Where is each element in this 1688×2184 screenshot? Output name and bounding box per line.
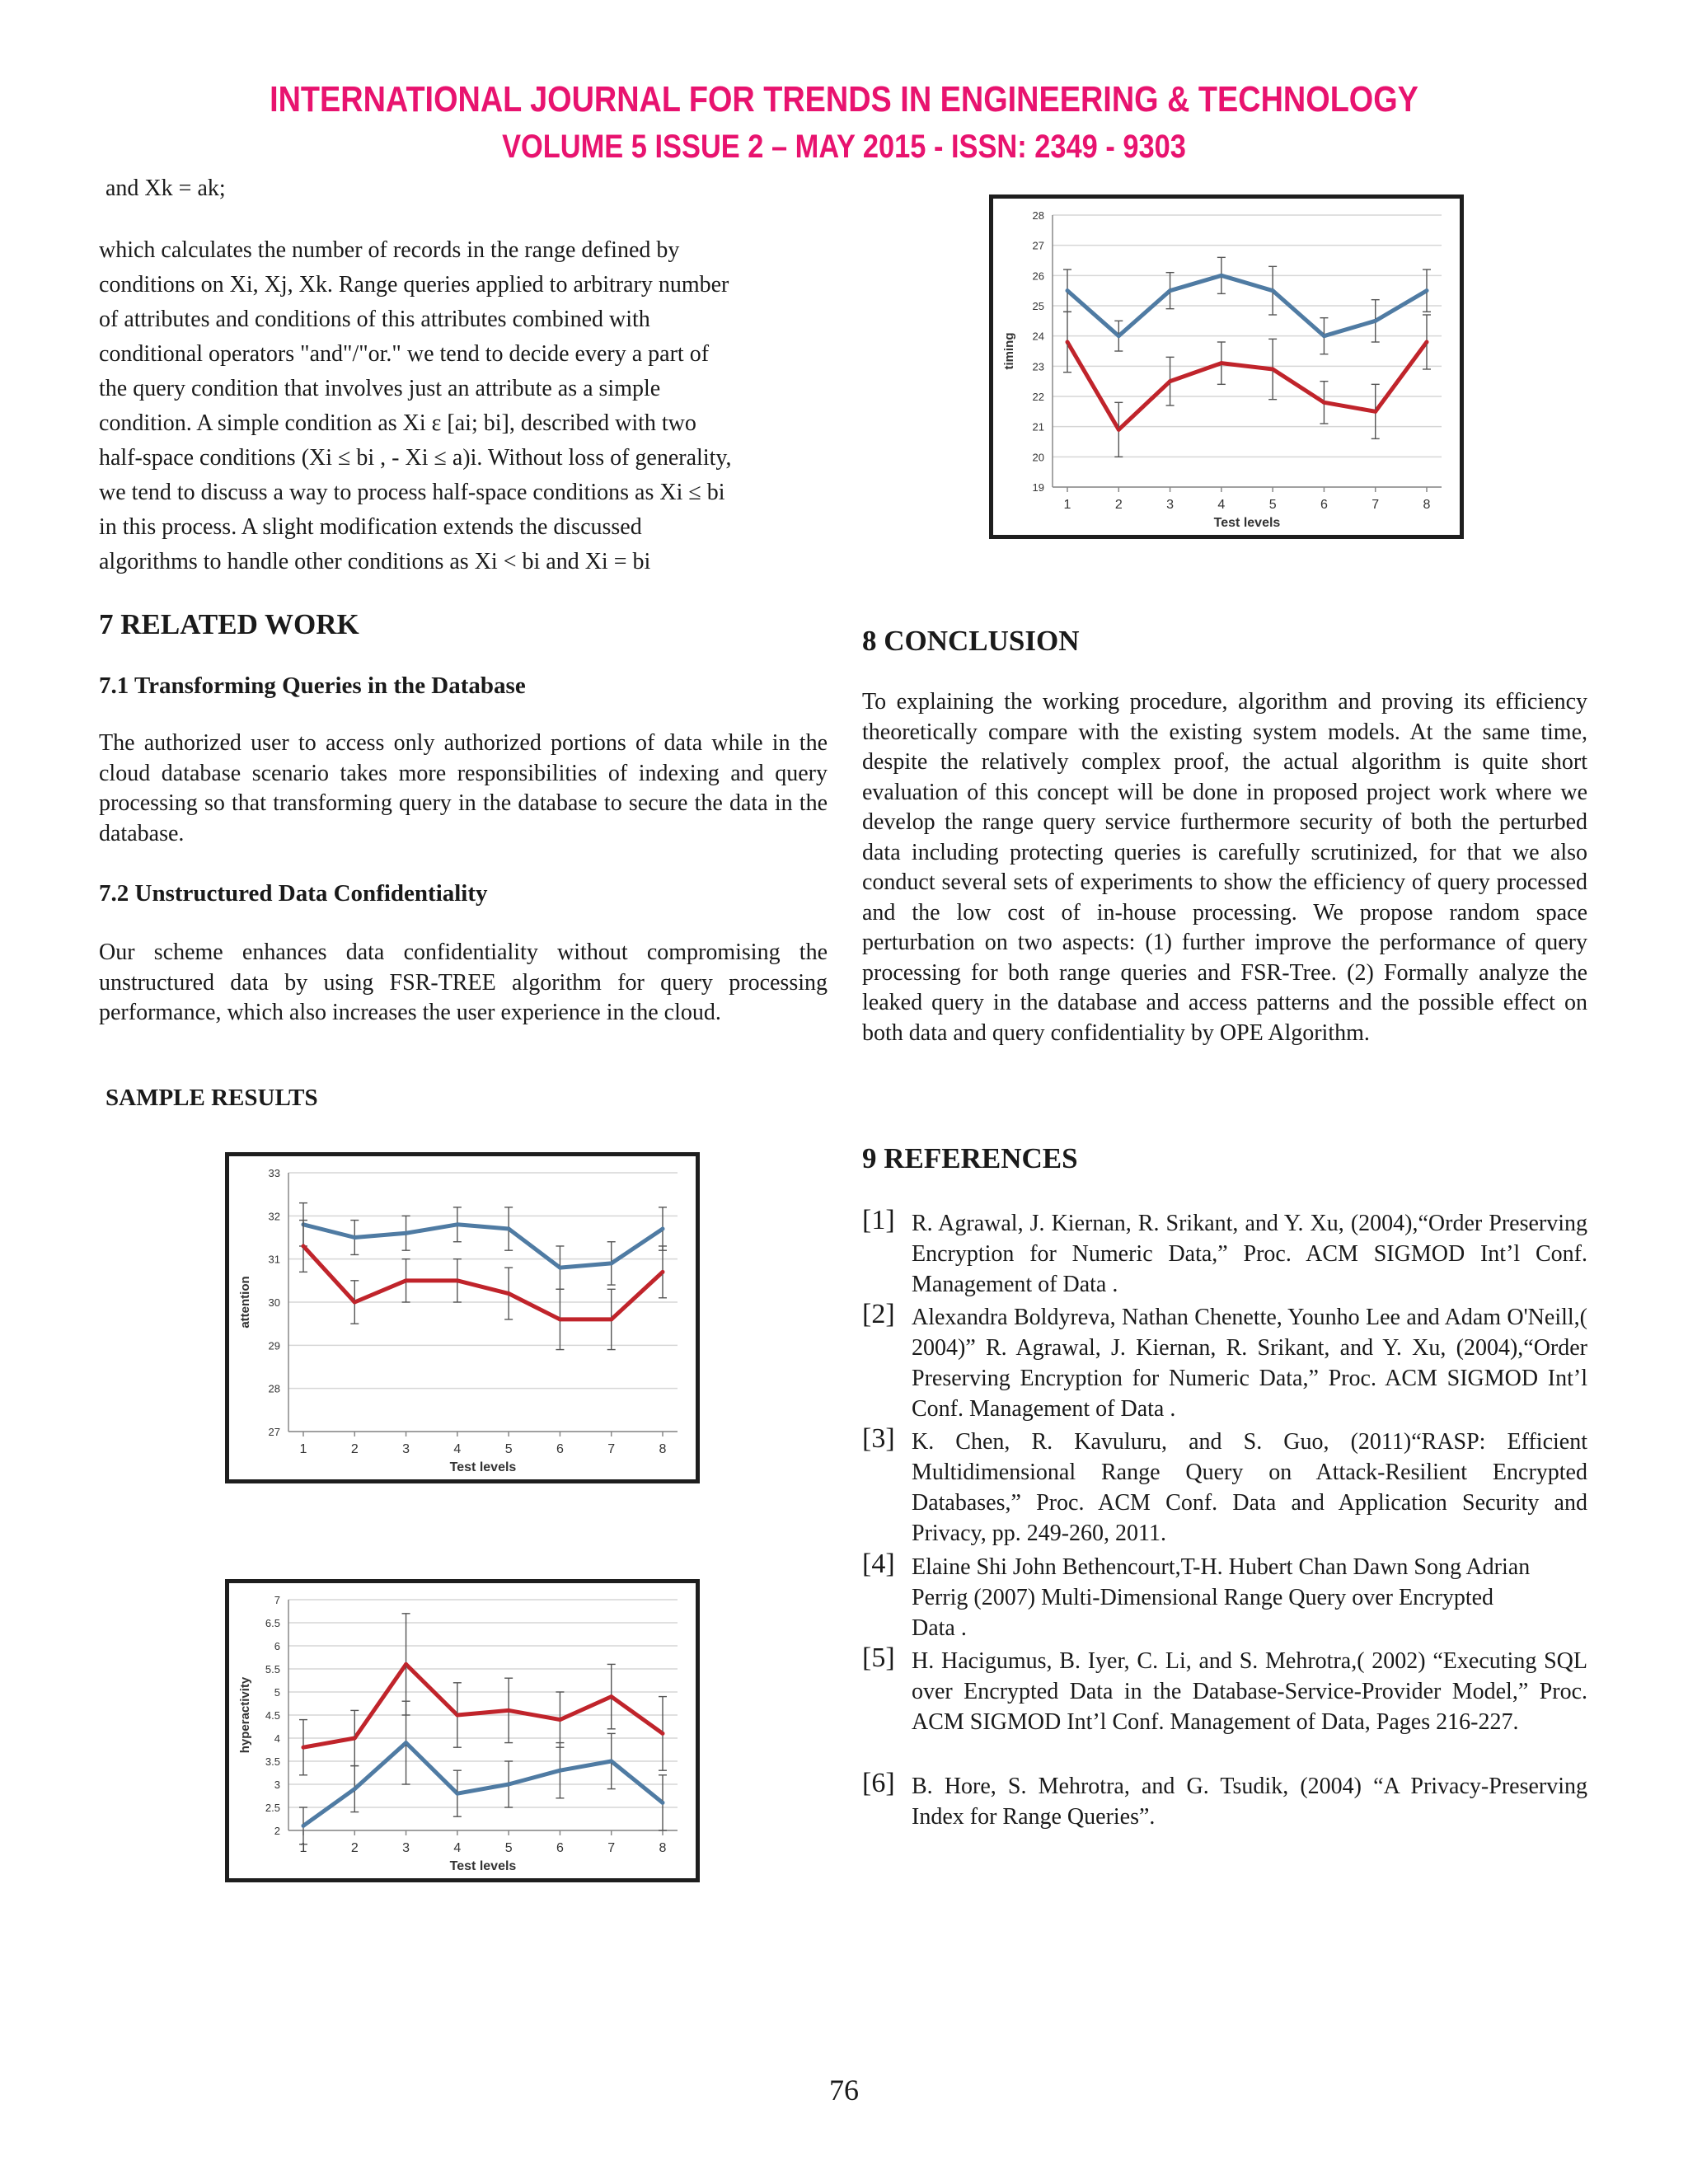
data-point [661,1227,665,1231]
y-tick-label: 2.5 [265,1802,280,1814]
x-tick-label: 4 [453,1841,462,1855]
data-point [558,1718,562,1722]
data-point [404,1231,408,1235]
data-point [661,1732,665,1736]
reference-text: B. Hore, S. Mehrotra, and G. Tsudik, (2004) “A Privacy-Preserving Index for Range Queries”. [912,1774,1587,1830]
data-point [404,1278,408,1282]
data-point [302,1746,306,1750]
y-tick-label: 7 [274,1594,280,1606]
data-point [353,1736,357,1741]
data-point [507,1291,511,1296]
data-point [558,1266,562,1270]
x-tick-label: 3 [402,1442,410,1456]
x-axis-label: Test levels [449,1859,517,1873]
data-point [1322,334,1326,338]
y-tick-label: 5.5 [265,1663,280,1675]
reference-text: K. Chen, R. Kavuluru, and S. Guo, (2011)“RASP: Efficient Multidimensional Range Query on Attack-Resilient Encrypted Databases,” Proc. ACM Conf. Data and Application Security and Privacy, pp. 249-260, 2011. [912,1429,1587,1546]
timing-chart-frame [989,194,1464,539]
intro-line-4: conditional operators "and"/"or." we tend to decide every a part of [99,341,710,367]
reference-text: H. Hacigumus, B. Iyer, C. Li, and S. Mehrotra,( 2002) “Executing SQL over Encrypted Data in the Database-Service-Provider Model,” Proc. ACM SIGMOD Int’l Conf. Management of Data, Pages 216-227. [912,1648,1587,1735]
y-tick-label: 6 [274,1640,280,1652]
y-tick-label: 24 [1032,330,1044,343]
data-point [455,1792,459,1796]
data-point [1219,274,1223,278]
data-point [558,1317,562,1321]
data-point [353,1235,357,1240]
reference-number: [2] [862,1299,895,1329]
data-point [1322,401,1326,405]
data-point [1373,319,1377,323]
data-point [455,1713,459,1718]
y-tick-label: 5 [274,1686,280,1699]
x-tick-label: 6 [556,1841,564,1855]
y-tick-label: 3 [274,1779,280,1791]
reference-number: [6] [862,1768,895,1798]
data-point [1168,379,1172,383]
data-point [507,1783,511,1787]
x-tick-label: 1 [1063,498,1071,512]
section-7-1-text: The authorized user to access only authorized portions of data while in the cloud database scenario takes more responsibilities of indexing and query processing so that transforming query in the database to secure the data in the database. [99,730,828,846]
data-point [1168,288,1172,293]
y-axis-label: hyperactivity [238,1676,252,1754]
x-tick-label: 7 [607,1442,616,1456]
intro-line-3: of attributes and conditions of this attributes combined with [99,307,650,332]
data-point [661,1801,665,1805]
reference-item [862,1205,1587,1300]
section-8-title: 8 CONCLUSION [862,625,1080,657]
data-point [1425,340,1429,344]
reference-text: Elaine Shi John Bethencourt,T-H. Hubert Chan Dawn Song Adrian Perrig (2007) Multi-Dimensional Range Query over Encrypted Data . [912,1554,1531,1641]
y-tick-label: 28 [1032,209,1044,222]
intro-line-1: which calculates the number of records in the range defined by [99,237,680,263]
data-point [507,1708,511,1713]
series-line-red [303,1664,663,1747]
data-point [661,1270,665,1274]
data-point [455,1278,459,1282]
reference-item [862,1768,1587,1832]
attention-chart-frame [225,1152,700,1483]
data-point [1117,334,1121,338]
intro-line-6: condition. A simple condition as Xi ε [ai; bi], described with two [99,410,696,436]
data-point [1066,288,1070,293]
y-axis-label: attention [238,1276,252,1329]
y-tick-label: 2 [274,1825,280,1837]
timing-chart [993,199,1460,535]
reference-item [862,1643,1587,1737]
y-tick-label: 6.5 [265,1617,280,1629]
series-line-blue [303,1225,663,1268]
data-point [1117,428,1121,432]
y-tick-label: 31 [268,1253,280,1266]
x-tick-label: 2 [1114,498,1123,512]
series-line-red [303,1246,663,1319]
intro-line-10: algorithms to handle other conditions as Xi < bi and Xi = bi [99,549,651,574]
intro-line-2: conditions on Xi, Xj, Xk. Range queries applied to arbitrary number [99,272,729,298]
y-tick-label: 30 [268,1296,280,1309]
y-tick-label: 32 [268,1210,280,1223]
x-tick-label: 3 [402,1841,410,1855]
hyperactivity-chart-frame [225,1579,700,1882]
y-tick-label: 33 [268,1167,280,1179]
data-point [302,1824,306,1828]
intro-line-9: in this process. A slight modification extends the discussed [99,514,642,540]
x-tick-label: 1 [299,1841,307,1855]
x-tick-label: 1 [299,1442,307,1456]
y-tick-label: 19 [1032,481,1044,494]
y-tick-label: 4 [274,1732,280,1745]
section-7-2-text: Our scheme enhances data confidentiality without compromising the unstructured data by using FSR-TREE algorithm for query processing performance, which also increases the user experience in the cloud. [99,940,828,1025]
x-tick-label: 5 [1268,498,1277,512]
data-point [1066,340,1070,344]
data-point [609,1317,613,1321]
x-tick-label: 7 [607,1841,616,1855]
section-7-title: 7 RELATED WORK [99,608,359,640]
x-tick-label: 6 [1320,498,1328,512]
intro-line-7: half-space conditions (Xi ≤ bi , - Xi ≤ a)i. Without loss of generality, [99,445,732,471]
y-tick-label: 27 [268,1426,280,1438]
y-axis-label: timing [1002,332,1016,370]
data-point [455,1222,459,1226]
x-tick-label: 7 [1372,498,1380,512]
y-tick-label: 3.5 [265,1755,280,1768]
x-tick-label: 8 [1423,498,1431,512]
data-point [609,1694,613,1699]
x-tick-label: 3 [1166,498,1175,512]
data-point [302,1244,306,1248]
data-point [1271,288,1275,293]
data-point [353,1787,357,1791]
y-tick-label: 26 [1032,269,1044,283]
reference-text: Alexandra Boldyreva, Nathan Chenette, Younho Lee and Adam O'Neill,( 2004)” R. Agrawal, J. Kiernan, R. Srikant, and Y. Xu, (2004),“Order Preserving Encryption for Numeric Data,” Proc. ACM SIGMOD Int’l Conf. Management of Data . [912,1305,1587,1422]
intro-line-5: the query condition that involves just an attribute as a simple [99,376,661,401]
intro-paragraph [99,233,824,579]
data-point [1373,410,1377,414]
data-point [1425,288,1429,293]
reference-text: R. Agrawal, J. Kiernan, R. Srikant, and Y. Xu, (2004),“Order Preserving Encryption for Numeric Data,” Proc. ACM SIGMOD Int’l Conf. Management of Data . [912,1211,1587,1297]
y-tick-label: 28 [268,1382,280,1395]
reference-number: [1] [862,1205,895,1235]
reference-number: [3] [862,1423,895,1454]
journal-title: INTERNATIONAL JOURNAL FOR TRENDS IN ENGINEERING & TECHNOLOGY [270,79,1418,120]
attention-chart [229,1156,696,1479]
intro-line-8: we tend to discuss a way to process half-space conditions as Xi ≤ bi [99,480,725,505]
sample-results-label: SAMPLE RESULTS [106,1085,318,1111]
data-point [609,1760,613,1764]
section-7-1-title: 7.1 Transforming Queries in the Database [99,673,526,699]
data-point [1271,368,1275,372]
hyperactivity-chart [229,1583,696,1878]
reference-item [862,1423,1587,1549]
section-7-2-title: 7.2 Unstructured Data Confidentiality [99,880,488,907]
y-tick-label: 25 [1032,300,1044,312]
x-axis-label: Test levels [1213,516,1281,530]
data-point [353,1301,357,1305]
reference-item [862,1549,1538,1643]
x-tick-label: 4 [453,1442,462,1456]
conclusion-text: To explaining the working procedure, algorithm and proving its efficiency theoretically compare with the existing system models. At the same time, despite the relatively complex proof, the actual algorithm is quite short evaluation of this concept will be done in proposed project work where we develop the range query service furthermore security of both the perturbed data including protecting queries is carefully scrutinized, for that we also conduct several sets of experiments to show the efficiency of query processed and the low cost of in-house processing. We propose random space perturbation on two aspects: (1) further improve the performance of query processing for both range queries and FSR-Tree. (2) Formally analyze the leaked query in the database and access patterns and the possible effect on both data and query confidentiality by OPE Algorithm. [862,689,1587,1046]
x-tick-label: 8 [659,1841,667,1855]
data-point [1219,361,1223,365]
y-tick-label: 29 [268,1339,280,1352]
intro-line-text: and Xk = ak; [106,176,226,201]
x-tick-label: 6 [556,1442,564,1456]
data-point [404,1662,408,1666]
x-tick-label: 5 [504,1841,513,1855]
y-tick-label: 23 [1032,360,1044,373]
data-point [558,1769,562,1773]
journal-issue: VOLUME 5 ISSUE 2 – MAY 2015 - ISSN: 2349 - 9303 [502,129,1186,165]
reference-number: [4] [862,1549,895,1579]
y-tick-label: 21 [1032,420,1044,434]
intro-line [106,171,226,206]
x-tick-label: 8 [659,1442,667,1456]
y-tick-label: 22 [1032,391,1044,403]
y-tick-label: 4.5 [265,1709,280,1722]
x-tick-label: 5 [504,1442,513,1456]
x-tick-label: 2 [350,1442,359,1456]
page-number: 76 [829,2074,859,2107]
reference-item [862,1299,1587,1424]
x-tick-label: 4 [1217,498,1226,512]
section-9-title: 9 REFERENCES [862,1142,1078,1174]
data-point [507,1227,511,1231]
y-tick-label: 20 [1032,451,1044,464]
data-point [609,1261,613,1265]
data-point [404,1741,408,1745]
reference-number: [5] [862,1643,895,1673]
y-tick-label: 27 [1032,239,1044,252]
series-line-red [1067,342,1427,429]
x-tick-label: 2 [350,1841,359,1855]
x-axis-label: Test levels [449,1460,517,1474]
